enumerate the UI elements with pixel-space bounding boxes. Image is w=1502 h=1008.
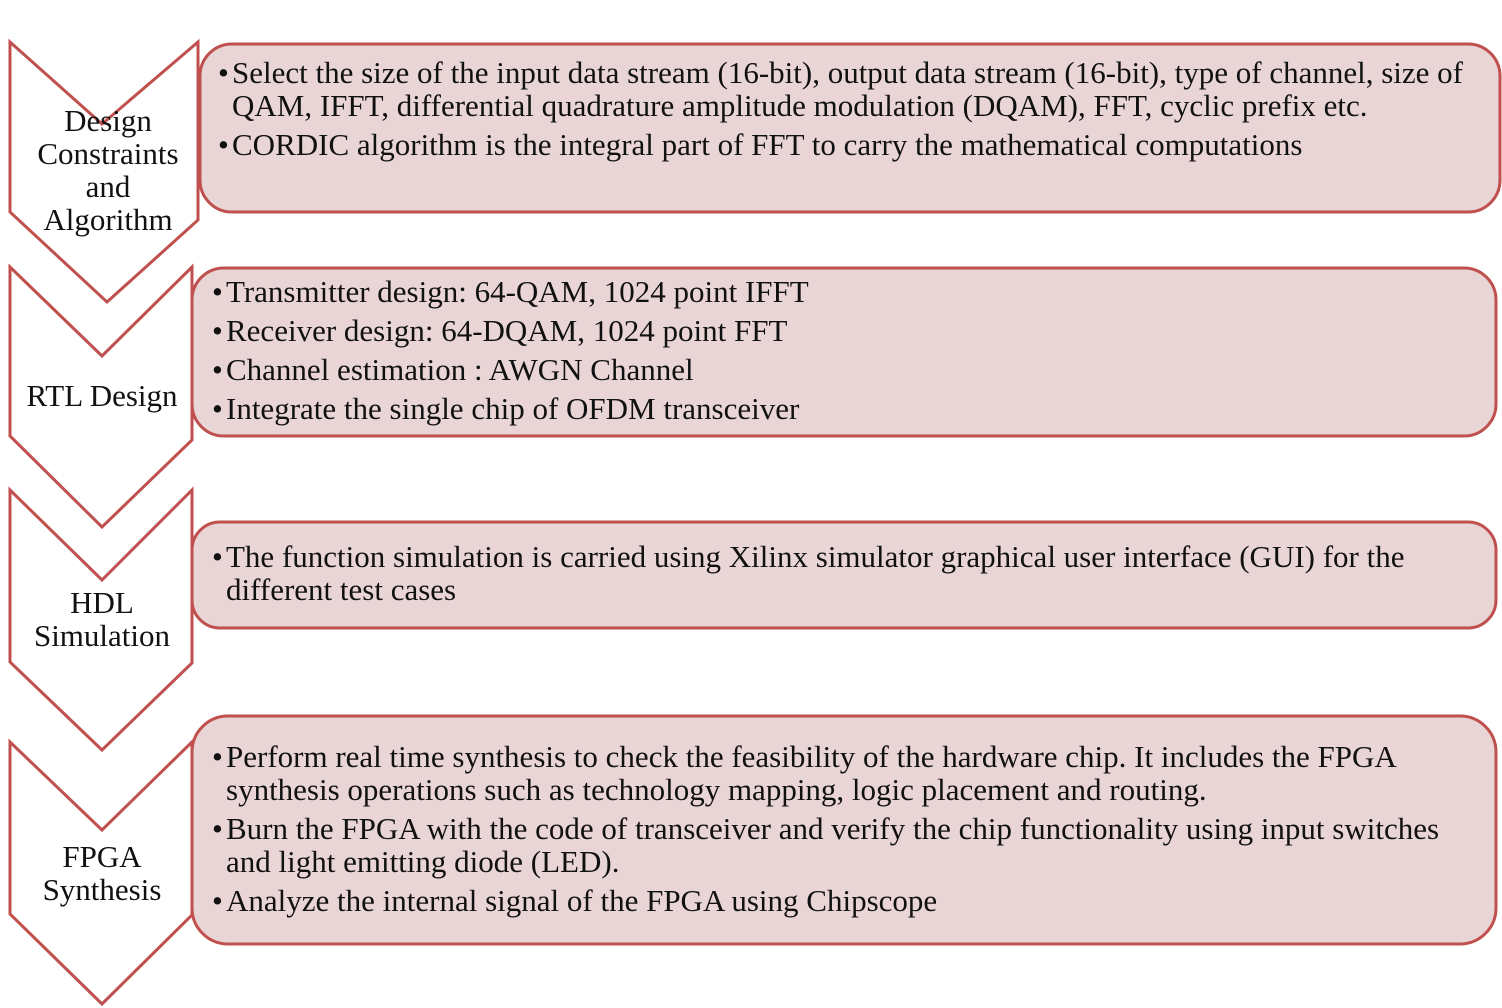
step-3-label-line: Simulation xyxy=(33,618,171,653)
step-2-bullets xyxy=(212,275,1472,431)
step-3-label xyxy=(10,586,194,652)
step-1-label-line: Algorithm xyxy=(43,202,173,237)
step-1-bullets xyxy=(218,56,1468,167)
step-1-label-line: and xyxy=(85,169,131,204)
step-3-label-line: HDL xyxy=(70,585,134,620)
bullet-item: • CORDIC algorithm is the integral part of FFT to carry the mathematical computations xyxy=(218,128,1468,161)
step-1-label xyxy=(10,104,206,236)
step-4-label-line: Synthesis xyxy=(42,872,162,907)
step-2-label-line: RTL Design xyxy=(26,378,178,413)
step-4-label xyxy=(10,840,194,906)
bullet-item: • The function simulation is carried using Xilinx simulator graphical user interface (GUI) for the different test cases xyxy=(212,540,1462,606)
bullet-item: • Channel estimation : AWGN Channel xyxy=(212,353,1472,386)
step-1-label-line: Design xyxy=(64,103,152,138)
step-4-label-line: FPGA xyxy=(62,839,142,874)
bullet-item: • Perform real time synthesis to check the feasibility of the hardware chip. It includes the FPGA synthesis operations such as technology mapping, logic placement and routing. xyxy=(212,740,1474,806)
step-4-bullets xyxy=(212,740,1474,923)
bullet-item: • Burn the FPGA with the code of transceiver and verify the chip functionality using input switches and light emitting diode (LED). xyxy=(212,812,1474,878)
step-2-label xyxy=(10,379,194,412)
bullet-item: • Select the size of the input data stream (16-bit), output data stream (16-bit), type of channel, size of QAM, IFFT, differential quadrature amplitude modulation (DQAM), FFT, cyclic prefix etc. xyxy=(218,56,1468,122)
bullet-item: • Analyze the internal signal of the FPGA using Chipscope xyxy=(212,884,1474,917)
step-3-bullets xyxy=(212,540,1462,612)
bullet-item: • Transmitter design: 64-QAM, 1024 point IFFT xyxy=(212,275,1472,308)
bullet-item: • Receiver design: 64-DQAM, 1024 point FFT xyxy=(212,314,1472,347)
bullet-item: • Integrate the single chip of OFDM transceiver xyxy=(212,392,1472,425)
step-1-label-line: Constraints xyxy=(37,136,179,171)
